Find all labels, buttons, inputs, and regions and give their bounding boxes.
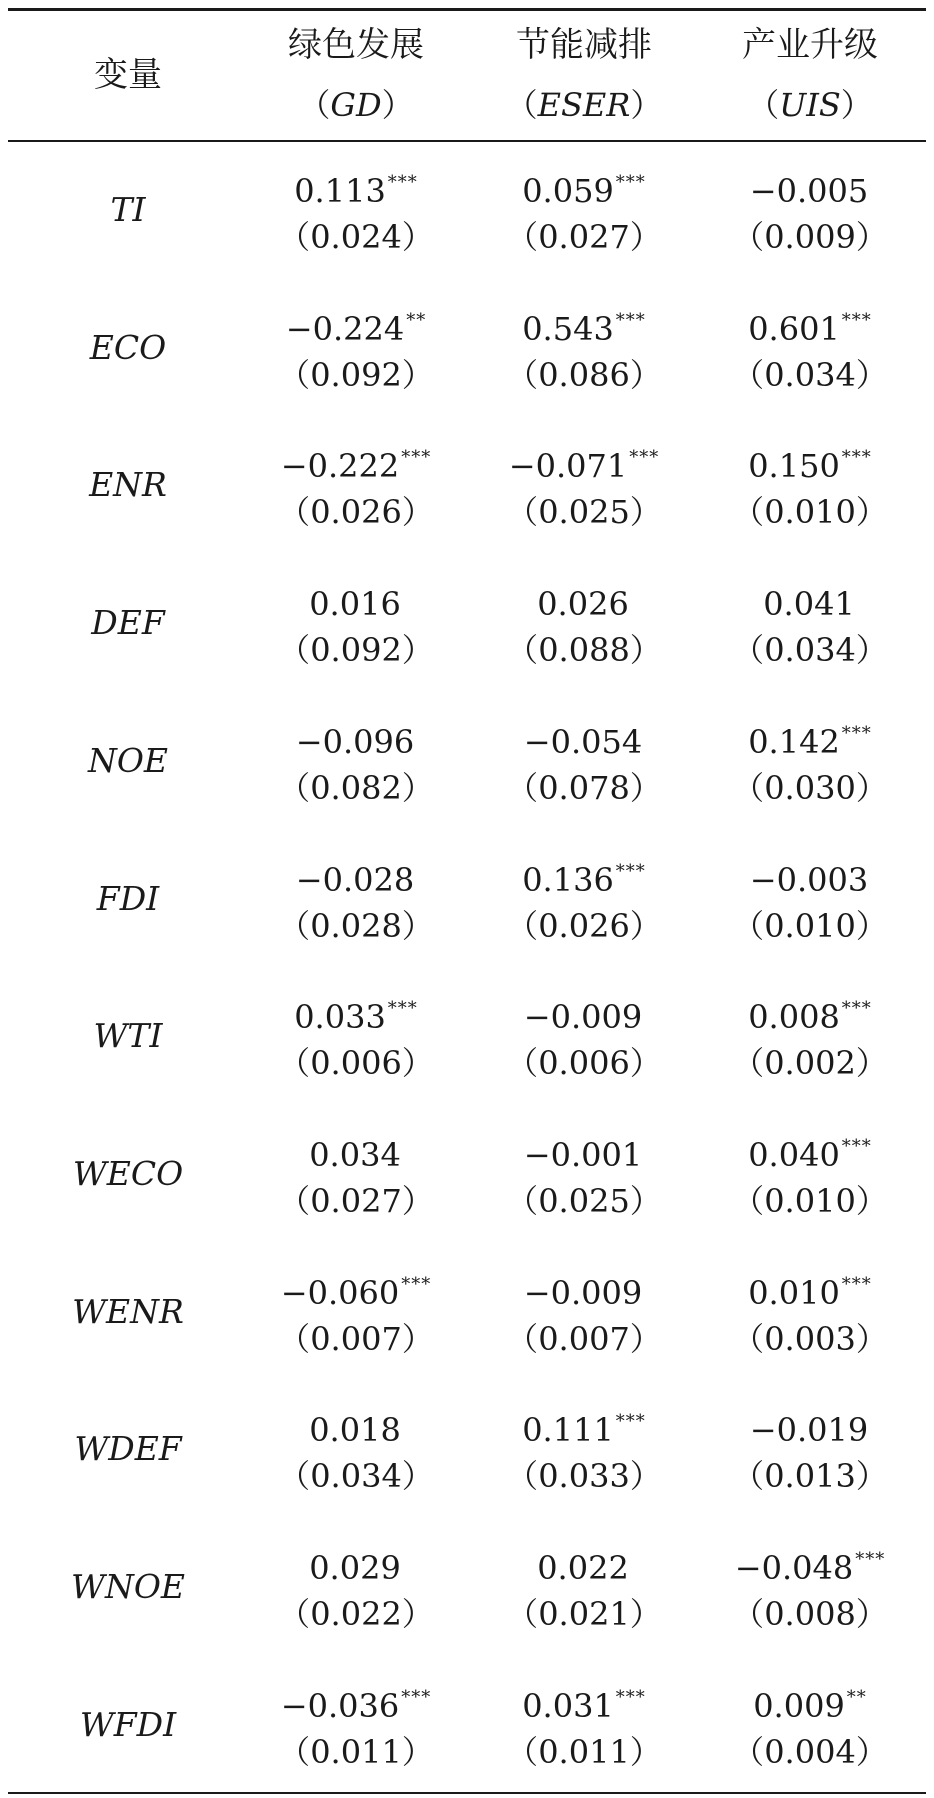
standard-error-value: 0.006: [310, 1044, 402, 1083]
standard-error-cell: （0.006）: [278, 1044, 434, 1083]
significance-stars: ***: [841, 722, 872, 744]
coefficient-value: 0.543: [522, 309, 614, 348]
significance-stars: ***: [615, 309, 646, 331]
coefficient-value: −0.009: [523, 998, 643, 1037]
standard-error-value: 0.086: [538, 355, 630, 394]
standard-error-value: 0.013: [764, 1457, 856, 1496]
coefficient-value: 0.150: [748, 447, 840, 486]
coefficient-cell: [256, 298, 456, 352]
significance-stars: ***: [841, 309, 872, 331]
standard-error-cell: （0.011）: [506, 1732, 662, 1771]
standard-error-value: 0.033: [538, 1457, 630, 1496]
standard-error-value: 0.008: [764, 1595, 856, 1633]
header-variable: 变量: [94, 55, 162, 95]
coefficient-cell: [484, 711, 684, 765]
coefficient-value: 0.111: [522, 1411, 614, 1450]
coefficient-value: −0.060: [280, 1273, 400, 1312]
coefficient-value: −0.019: [749, 1411, 869, 1450]
standard-error-value: 0.011: [310, 1732, 402, 1771]
coefficient-cell: [256, 1399, 456, 1453]
coefficient-cell: [484, 573, 684, 627]
standard-error-cell: （0.026）: [278, 493, 434, 532]
coefficient-value: 0.008: [748, 998, 840, 1037]
coefficient-cell: [484, 1262, 684, 1316]
variable-label: WNOE: [71, 1567, 185, 1606]
standard-error-value: 0.009: [764, 218, 856, 256]
coefficient-value: 0.009: [753, 1686, 845, 1725]
coefficient-cell: [484, 298, 684, 352]
coefficient-cell: [484, 435, 684, 489]
coefficient-value: 0.029: [309, 1549, 401, 1587]
standard-error-value: 0.078: [538, 768, 630, 807]
standard-error-cell: （0.002）: [732, 1044, 888, 1083]
coefficient-cell: [710, 160, 910, 214]
standard-error-value: 0.024: [310, 218, 402, 256]
coefficient-cell: [256, 986, 456, 1040]
standard-error-cell: （0.092）: [278, 355, 434, 394]
coefficient-value: 0.142: [748, 722, 840, 761]
coefficient-cell: [484, 849, 684, 903]
coefficient-cell: [710, 849, 910, 903]
standard-error-cell: （0.007）: [278, 1319, 434, 1358]
coefficient-cell: [256, 1262, 456, 1316]
significance-stars: ***: [841, 1273, 872, 1295]
standard-error-value: 0.034: [310, 1457, 402, 1496]
coefficient-value: −0.028: [295, 860, 415, 899]
header-gd-abbr: （GD）: [298, 86, 414, 124]
significance-stars: ***: [841, 998, 872, 1020]
variable-label: NOE: [87, 740, 169, 780]
coefficient-cell: [484, 1399, 684, 1453]
coefficient-cell: [710, 1262, 910, 1316]
coefficient-cell: [256, 849, 456, 903]
significance-stars: ***: [841, 1135, 872, 1157]
standard-error-cell: （0.024）: [278, 218, 434, 256]
coefficient-value: 0.113: [294, 172, 386, 210]
standard-error-value: 0.026: [538, 906, 630, 945]
coefficient-cell: [256, 1124, 456, 1178]
header-eser-name: 节能减排: [516, 25, 652, 65]
standard-error-cell: （0.034）: [732, 631, 888, 670]
coefficient-value: 0.026: [537, 585, 629, 624]
coefficient-value: 0.136: [522, 860, 614, 899]
coefficient-cell: [484, 1537, 684, 1591]
header-eser-abbr: （ESER）: [505, 86, 663, 124]
standard-error-cell: （0.008）: [732, 1595, 888, 1633]
coefficient-value: 0.041: [763, 585, 855, 624]
coefficient-value: −0.096: [295, 722, 415, 761]
top-rule: [8, 8, 926, 11]
standard-error-value: 0.003: [764, 1319, 856, 1358]
standard-error-value: 0.007: [310, 1319, 402, 1358]
coefficient-cell: [710, 1675, 910, 1729]
variable-label: TI: [110, 190, 146, 229]
standard-error-value: 0.022: [310, 1595, 402, 1633]
standard-error-cell: （0.010）: [732, 493, 888, 532]
standard-error-value: 0.027: [538, 218, 630, 256]
header-rule: [8, 140, 926, 142]
header-gd-name: 绿色发展: [288, 25, 424, 65]
standard-error-value: 0.007: [538, 1319, 630, 1358]
coefficient-value: 0.033: [294, 998, 386, 1037]
significance-stars: **: [406, 309, 427, 331]
standard-error-value: 0.010: [764, 493, 856, 532]
variable-label: DEF: [91, 603, 165, 643]
standard-error-value: 0.025: [538, 493, 630, 532]
coefficient-value: 0.040: [748, 1135, 840, 1174]
standard-error-value: 0.010: [764, 906, 856, 945]
standard-error-cell: （0.007）: [506, 1319, 662, 1358]
standard-error-value: 0.088: [538, 631, 630, 670]
standard-error-cell: （0.004）: [732, 1732, 888, 1771]
significance-stars: **: [846, 1686, 867, 1708]
standard-error-value: 0.011: [538, 1732, 630, 1771]
coefficient-cell: [710, 986, 910, 1040]
coefficient-cell: [710, 435, 910, 489]
variable-label: WDEF: [74, 1429, 182, 1469]
standard-error-value: 0.034: [764, 355, 856, 394]
significance-stars: ***: [841, 447, 872, 469]
coefficient-value: −0.005: [749, 172, 869, 210]
significance-stars: ***: [615, 172, 646, 193]
coefficient-value: −0.054: [523, 722, 643, 761]
significance-stars: ***: [401, 447, 432, 469]
coefficient-value: −0.009: [523, 1273, 643, 1312]
coefficient-cell: [710, 1537, 910, 1591]
bottom-rule: [8, 1792, 926, 1794]
standard-error-cell: （0.006）: [506, 1044, 662, 1083]
standard-error-cell: （0.010）: [732, 906, 888, 945]
coefficient-cell: [484, 986, 684, 1040]
significance-stars: ***: [615, 1686, 646, 1708]
coefficient-cell: [256, 435, 456, 489]
coefficient-value: −0.036: [280, 1686, 400, 1725]
variable-label: WECO: [72, 1153, 184, 1193]
coefficient-value: 0.010: [748, 1273, 840, 1312]
standard-error-cell: （0.022）: [278, 1595, 434, 1633]
coefficient-value: −0.003: [749, 860, 869, 899]
variable-label: ECO: [89, 327, 167, 367]
standard-error-cell: （0.013）: [732, 1457, 888, 1496]
coefficient-value: 0.034: [309, 1135, 401, 1174]
standard-error-cell: （0.030）: [732, 768, 888, 807]
coefficient-value: 0.601: [748, 309, 840, 348]
standard-error-cell: （0.088）: [506, 631, 662, 670]
standard-error-cell: （0.034）: [278, 1457, 434, 1496]
coefficient-cell: [256, 711, 456, 765]
coefficient-value: −0.001: [523, 1135, 643, 1174]
standard-error-cell: （0.027）: [506, 218, 662, 256]
variable-label: FDI: [96, 878, 160, 918]
coefficient-value: 0.031: [522, 1686, 614, 1725]
standard-error-value: 0.082: [310, 768, 402, 807]
standard-error-value: 0.092: [310, 631, 402, 670]
standard-error-value: 0.030: [764, 768, 856, 807]
standard-error-cell: （0.025）: [506, 1181, 662, 1220]
coefficient-cell: [256, 1537, 456, 1591]
coefficient-cell: [256, 160, 456, 214]
coefficient-cell: [256, 573, 456, 627]
variable-label: ENR: [89, 465, 167, 505]
coefficient-cell: [710, 711, 910, 765]
standard-error-value: 0.010: [764, 1181, 856, 1220]
standard-error-cell: （0.078）: [506, 768, 662, 807]
coefficient-value: −0.048: [734, 1549, 854, 1587]
coefficient-cell: [484, 160, 684, 214]
standard-error-cell: （0.025）: [506, 493, 662, 532]
standard-error-cell: （0.027）: [278, 1181, 434, 1220]
standard-error-value: 0.021: [538, 1595, 630, 1633]
standard-error-cell: （0.033）: [506, 1457, 662, 1496]
coefficient-cell: [484, 1124, 684, 1178]
header-uis-name: 产业升级: [742, 25, 878, 65]
standard-error-value: 0.034: [764, 631, 856, 670]
standard-error-cell: （0.009）: [732, 218, 888, 256]
coefficient-value: 0.016: [309, 585, 401, 624]
coefficient-value: −0.222: [280, 447, 400, 486]
standard-error-value: 0.028: [310, 906, 402, 945]
standard-error-cell: （0.021）: [506, 1595, 662, 1633]
coefficient-value: −0.071: [508, 447, 628, 486]
standard-error-cell: （0.010）: [732, 1181, 888, 1220]
header-uis-abbr: （UIS）: [747, 86, 873, 124]
coefficient-cell: [256, 1675, 456, 1729]
significance-stars: ***: [615, 1411, 646, 1433]
variable-label: WTI: [93, 1016, 163, 1056]
standard-error-cell: （0.026）: [506, 906, 662, 945]
coefficient-cell: [710, 1124, 910, 1178]
variable-label: WFDI: [79, 1704, 177, 1744]
standard-error-cell: （0.092）: [278, 631, 434, 670]
standard-error-cell: （0.034）: [732, 355, 888, 394]
standard-error-cell: （0.011）: [278, 1732, 434, 1771]
coefficient-cell: [710, 1399, 910, 1453]
coefficient-cell: [484, 1675, 684, 1729]
coefficient-value: 0.022: [537, 1549, 629, 1587]
standard-error-cell: （0.086）: [506, 355, 662, 394]
standard-error-value: 0.002: [764, 1044, 856, 1083]
standard-error-value: 0.004: [764, 1732, 856, 1771]
standard-error-cell: （0.082）: [278, 768, 434, 807]
variable-label: WENR: [72, 1291, 184, 1331]
significance-stars: ***: [387, 172, 418, 193]
significance-stars: ***: [629, 447, 660, 469]
coefficient-cell: [710, 573, 910, 627]
standard-error-value: 0.006: [538, 1044, 630, 1083]
standard-error-cell: （0.003）: [732, 1319, 888, 1358]
significance-stars: ***: [401, 1686, 432, 1708]
standard-error-value: 0.025: [538, 1181, 630, 1220]
significance-stars: ***: [401, 1273, 432, 1295]
significance-stars: ***: [855, 1549, 886, 1570]
coefficient-value: −0.224: [285, 309, 405, 348]
standard-error-value: 0.092: [310, 355, 402, 394]
standard-error-value: 0.027: [310, 1181, 402, 1220]
standard-error-value: 0.026: [310, 493, 402, 532]
standard-error-cell: （0.028）: [278, 906, 434, 945]
coefficient-cell: [710, 298, 910, 352]
significance-stars: ***: [387, 998, 418, 1020]
coefficient-value: 0.018: [309, 1411, 401, 1450]
coefficient-value: 0.059: [522, 172, 614, 210]
significance-stars: ***: [615, 860, 646, 882]
